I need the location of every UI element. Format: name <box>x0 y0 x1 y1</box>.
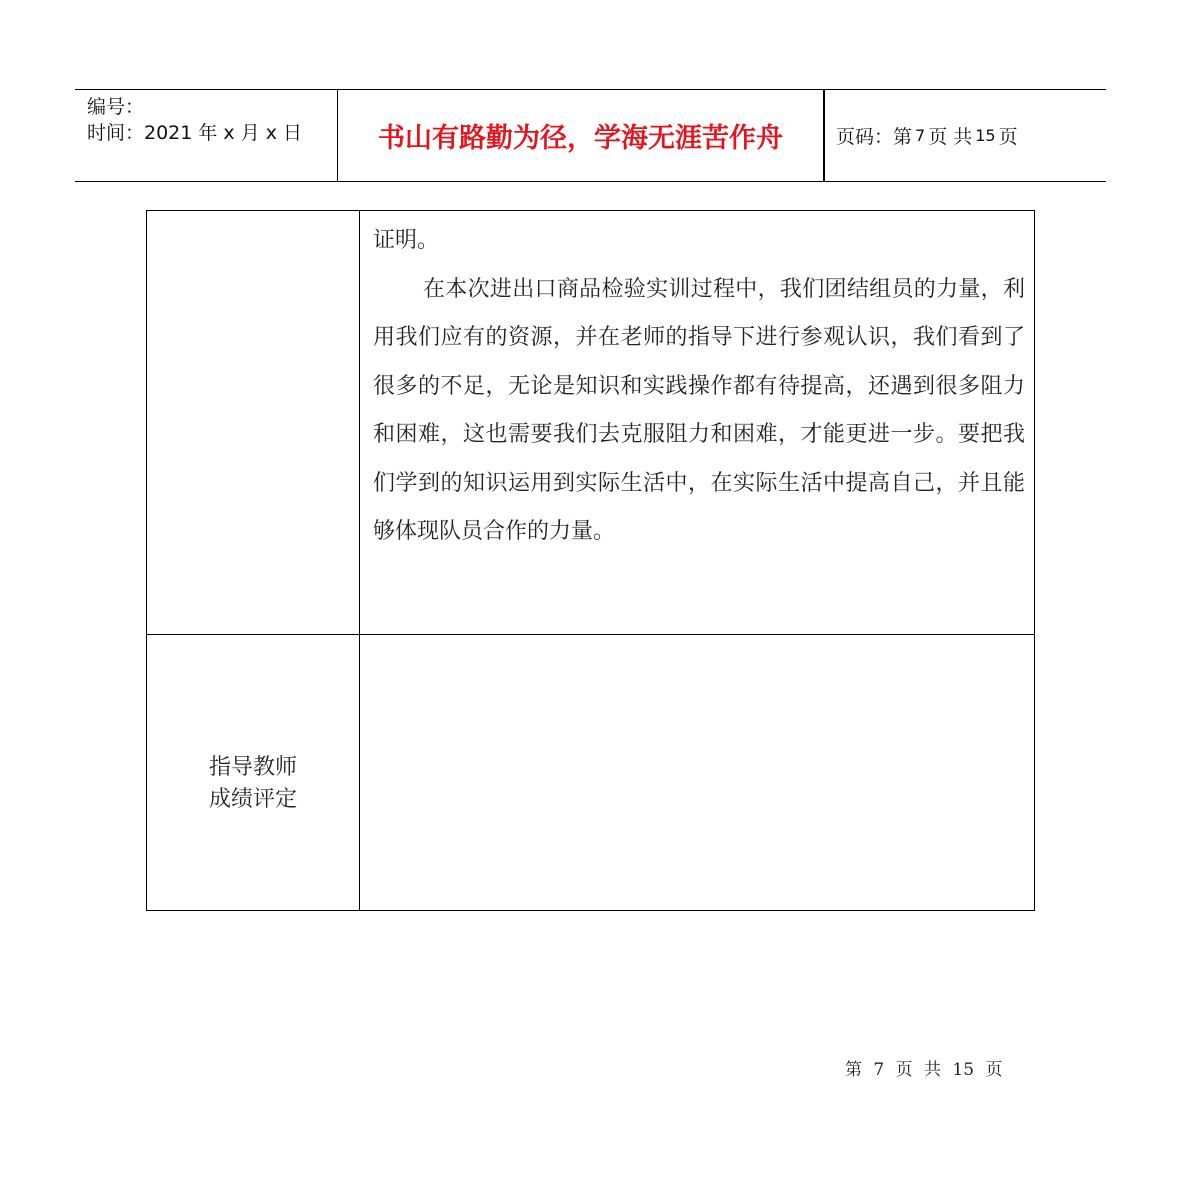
header-page-total: 15 <box>975 126 996 145</box>
summary-first-line: 证明。 <box>373 228 440 253</box>
teacher-label-line1: 指导教师 <box>208 754 297 780</box>
header-page-current: 7 <box>915 126 926 145</box>
header-meta-cell <box>75 90 338 181</box>
page-header <box>75 89 1106 182</box>
summary-content-cell <box>373 217 1025 557</box>
header-motto-cell <box>338 90 825 181</box>
header-page-cell <box>825 90 1106 181</box>
page-footer-number: 第 7 页 共 15 页 <box>845 1060 1003 1080</box>
summary-paragraph: 在本次进出口商品检验实训过程中，我们团结组员的力量，利用我们应有的资源，并在老师的指导下进行参观认识，我们看到了很多的不足，无论是知识和实践操作都有待提高，还遇到很多阻力和困难，这也需要我们去克服阻力和困难，才能更进一步。要把我们学到的知识运用到实际生活中，在实际生活中提高自己，并且能够体现队员合作的力量。 <box>373 276 1025 544</box>
header-page-middle: 页 共 <box>928 126 973 148</box>
document-date: 时间：2021 年 x 月 x 日 <box>87 122 303 144</box>
document-number-label: 编号： <box>87 96 145 118</box>
teacher-evaluation-label-cell <box>147 635 359 910</box>
header-page-suffix: 页 <box>998 126 1018 148</box>
header-page-prefix: 页码：第 <box>836 126 913 148</box>
report-table <box>146 210 1035 911</box>
teacher-evaluation-field[interactable] <box>360 635 1034 910</box>
header-motto: 书山有路勤为径，学海无涯苦作舟 <box>378 123 783 154</box>
teacher-label-line2: 成绩评定 <box>208 786 297 812</box>
